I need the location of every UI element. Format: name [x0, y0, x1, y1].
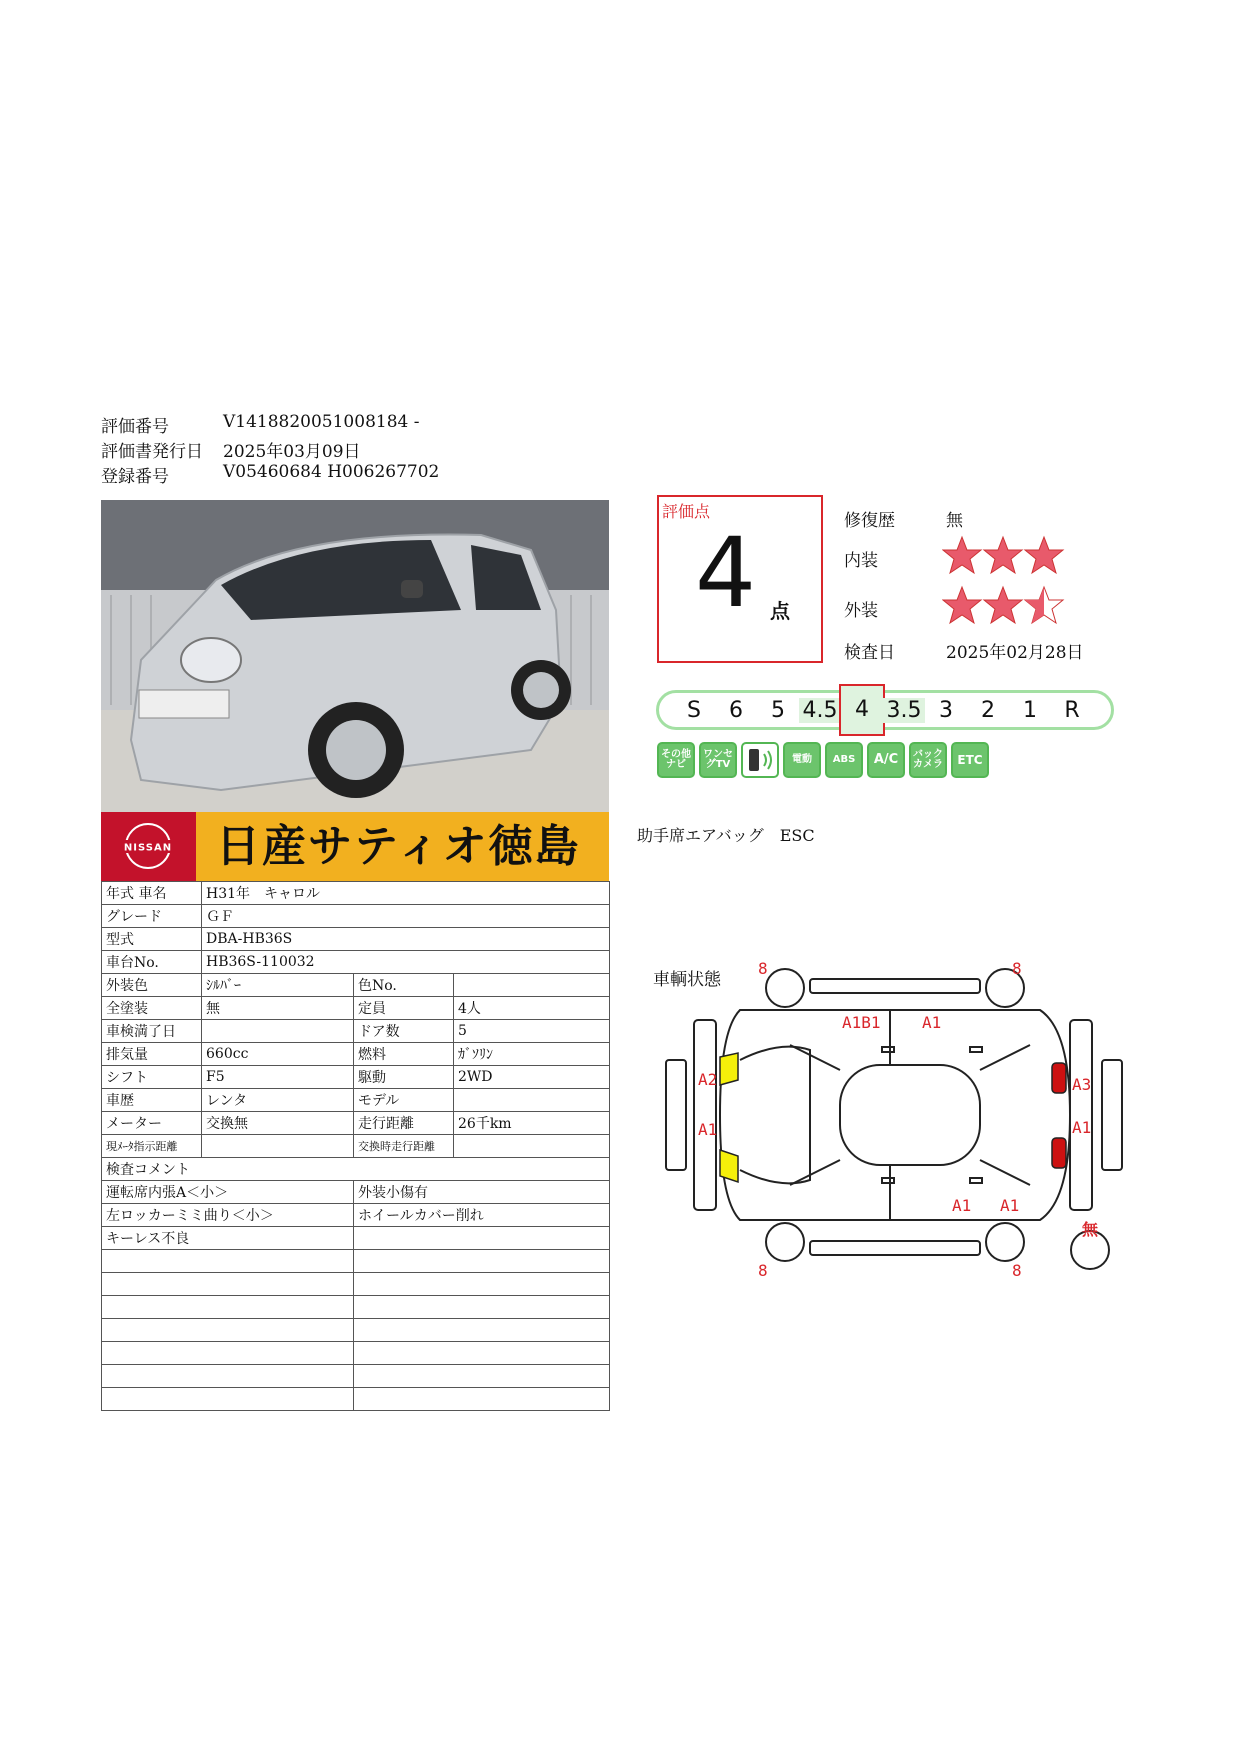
tire-mark: 8: [758, 959, 768, 978]
tire-mark: 8: [758, 1261, 768, 1280]
vehicle-diagram: [660, 950, 1130, 1284]
extras-text: 助手席エアバッグ ESC: [637, 826, 815, 845]
cell: 型式: [102, 928, 202, 951]
score-unit: 点: [770, 599, 790, 623]
cell: H31年 キャロル: [202, 882, 610, 905]
table-row: [102, 1135, 610, 1158]
star-icon: [984, 587, 1022, 623]
front-right-damage: [720, 1150, 738, 1182]
table-row: [102, 1020, 610, 1043]
table-row: [102, 1342, 610, 1365]
exterior-stars: [942, 585, 1067, 631]
table-row: [102, 1066, 610, 1089]
dealer-name: 日産サティオ徳島: [196, 812, 609, 881]
front-left-damage: [720, 1053, 738, 1085]
header-row-eval-no: [101, 412, 419, 437]
scale-item: 1: [1023, 697, 1037, 723]
abs-icon: ABS: [825, 742, 863, 778]
rear-light-damage: [1052, 1138, 1066, 1168]
table-row: [102, 1181, 610, 1204]
table-row: [102, 974, 610, 997]
cell: ドア数: [354, 1020, 454, 1043]
cell: 26千km: [454, 1112, 610, 1135]
cell: 車検満了日: [102, 1020, 202, 1043]
tire-mark: 8: [1012, 1261, 1022, 1280]
score-scale: [656, 690, 1114, 730]
damage-label: A1: [922, 1013, 942, 1032]
cell: 車台No.: [102, 951, 202, 974]
power-slide-icon: 電動: [783, 742, 821, 778]
label: 登録番号: [101, 467, 169, 487]
dealer-banner: [101, 812, 609, 881]
inspection-date: 2025年02月28日: [946, 643, 1084, 663]
cell: 年式 車名: [102, 882, 202, 905]
scale-item: 5: [771, 697, 785, 723]
scale-item: 6: [729, 697, 743, 723]
damage-label: A3: [1072, 1075, 1092, 1094]
star-icon: [1025, 537, 1063, 573]
exterior-label: 外装: [844, 601, 878, 621]
score-box: [657, 495, 823, 663]
rear-light-damage: [1052, 1063, 1066, 1093]
tv-icon: ワンセグTV: [699, 742, 737, 778]
value: V05460684 H006267702: [223, 462, 440, 482]
cell: 燃料: [354, 1043, 454, 1066]
comment-cell: ホイールカバー削れ: [354, 1204, 610, 1227]
cell: [454, 1135, 610, 1158]
cell: ＧＦ: [202, 905, 610, 928]
inspection-date-label: 検査日: [844, 643, 895, 663]
cell: [202, 1020, 354, 1043]
table-row: [102, 1112, 610, 1135]
ac-icon: A/C: [867, 742, 905, 778]
table-row: [102, 1273, 610, 1296]
comment-cell: キーレス不良: [102, 1227, 354, 1250]
car-illustration: [101, 500, 609, 812]
table-row: [102, 1319, 610, 1342]
cell: DBA-HB36S: [202, 928, 610, 951]
cell: 現ﾒｰﾀ指示距離: [102, 1135, 202, 1158]
cell: 交換無: [202, 1112, 354, 1135]
etc-icon: ETC: [951, 742, 989, 778]
smart-key-icon: [741, 742, 779, 778]
table-row: [102, 1388, 610, 1411]
cell: 660cc: [202, 1043, 354, 1066]
header-row-reg-no: [101, 462, 439, 487]
cell: 2WD: [454, 1066, 610, 1089]
cell: グレード: [102, 905, 202, 928]
cell: 全塗装: [102, 997, 202, 1020]
back-camera-icon: バックカメラ: [909, 742, 947, 778]
interior-label: 内装: [844, 551, 878, 571]
damage-label: A2: [698, 1070, 718, 1089]
nissan-logo: [101, 812, 196, 881]
table-row: [102, 905, 610, 928]
table-row: [102, 1089, 610, 1112]
cell: 4人: [454, 997, 610, 1020]
table-row: [102, 997, 610, 1020]
cell: 無: [202, 997, 354, 1020]
cell: レンタ: [202, 1089, 354, 1112]
repair-label: 修復歴: [844, 511, 895, 531]
comment-cell: [354, 1227, 610, 1250]
scale-item: 2: [981, 697, 995, 723]
cell: [454, 1089, 610, 1112]
cell: 排気量: [102, 1043, 202, 1066]
value: 2025年03月09日: [223, 442, 361, 462]
cell: 5: [454, 1020, 610, 1043]
table-row: [102, 1158, 610, 1181]
comment-cell: 左ロッカーミミ曲り＜小＞: [102, 1204, 354, 1227]
cell: 外装色: [102, 974, 202, 997]
damage-label: A1: [1072, 1118, 1092, 1137]
repair-value: 無: [946, 511, 963, 531]
star-icon: [943, 587, 981, 623]
table-row: [102, 882, 610, 905]
cell: [454, 974, 610, 997]
cell: ｼﾙﾊﾞｰ: [202, 974, 354, 997]
table-row: [102, 951, 610, 974]
cell: 車歴: [102, 1089, 202, 1112]
comment-cell: 運転席内張A＜小＞: [102, 1181, 354, 1204]
label: 評価番号: [101, 417, 169, 437]
scale-item: 3.5: [883, 698, 925, 723]
comment-cell: 外装小傷有: [354, 1181, 610, 1204]
cell: メーター: [102, 1112, 202, 1135]
header-row-issue-date: [101, 437, 361, 462]
damage-label: A1: [698, 1120, 718, 1139]
cell: 交換時走行距離: [354, 1135, 454, 1158]
cell: [202, 1135, 354, 1158]
spec-table: [101, 881, 610, 1411]
scale-item: R: [1064, 697, 1080, 723]
table-row: [102, 1250, 610, 1273]
score-value: 4: [695, 517, 757, 629]
cell: HB36S-110032: [202, 951, 610, 974]
spare-tire-mark: 無: [1082, 1220, 1099, 1239]
damage-label: A1: [952, 1196, 972, 1215]
star-icon: [984, 537, 1022, 573]
damage-label: A1B1: [842, 1013, 881, 1032]
scale-item: S: [687, 697, 701, 723]
table-row: [102, 1296, 610, 1319]
cell: シフト: [102, 1066, 202, 1089]
damage-label: A1: [1000, 1196, 1020, 1215]
interior-stars: [942, 535, 1067, 581]
diagram-title: 車輌状態: [653, 970, 721, 990]
value: V1418820051008184 -: [223, 412, 420, 432]
table-row: [102, 928, 610, 951]
scale-item: 4.5: [799, 698, 841, 723]
scale-item: 3: [939, 697, 953, 723]
label: 評価書発行日: [101, 442, 203, 462]
cell: F5: [202, 1066, 354, 1089]
cell: モデル: [354, 1089, 454, 1112]
cell: 定員: [354, 997, 454, 1020]
cell: ｶﾞｿﾘﾝ: [454, 1043, 610, 1066]
table-row: [102, 1227, 610, 1250]
score-label: 評価点: [662, 502, 711, 521]
table-row: [102, 1043, 610, 1066]
star-icon: [943, 537, 981, 573]
scale-item-selected: 4: [841, 686, 883, 734]
navi-icon: その他ナビ: [657, 742, 695, 778]
cell: 色No.: [354, 974, 454, 997]
tire-mark: 8: [1012, 959, 1022, 978]
cell: 走行距離: [354, 1112, 454, 1135]
comment-heading: 検査コメント: [102, 1158, 610, 1181]
car-photo: [101, 500, 609, 812]
table-row: [102, 1365, 610, 1388]
cell: 駆動: [354, 1066, 454, 1089]
table-row: [102, 1204, 610, 1227]
brand-text: NISSAN: [123, 842, 173, 854]
car-outline-diagram: [660, 950, 1130, 1280]
